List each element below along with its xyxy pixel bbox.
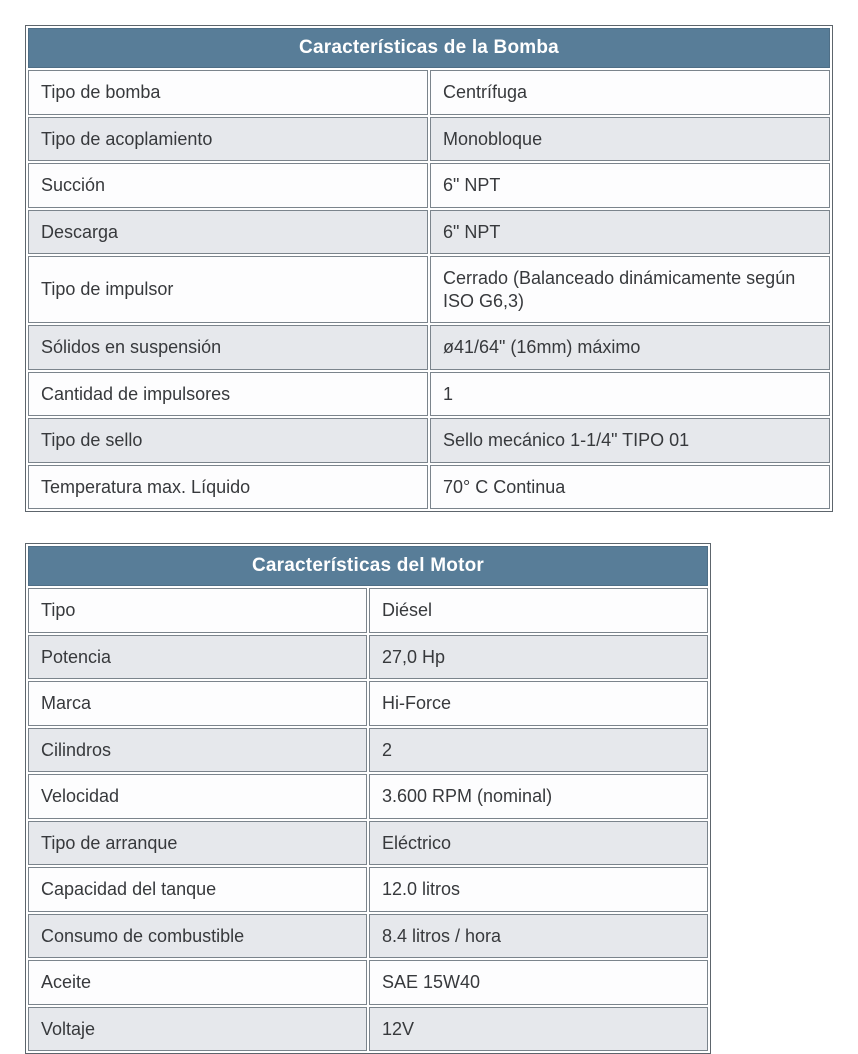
spec-row: [28, 117, 830, 162]
spec-value: Diésel: [369, 588, 708, 633]
spec-value: 6" NPT: [430, 210, 830, 255]
spec-label: Tipo: [28, 588, 367, 633]
spec-row: [28, 588, 708, 633]
motor-characteristics-table: [25, 543, 711, 1054]
spec-label: Tipo de sello: [28, 418, 428, 463]
table-header-row: [28, 546, 708, 586]
spec-row: [28, 774, 708, 819]
pump-table-title: Características de la Bomba: [28, 28, 830, 68]
spec-value: 8.4 litros / hora: [369, 914, 708, 959]
spec-label: Tipo de acoplamiento: [28, 117, 428, 162]
spec-label: Tipo de bomba: [28, 70, 428, 115]
spec-label: Voltaje: [28, 1007, 367, 1052]
spec-row: [28, 728, 708, 773]
spec-row: [28, 210, 830, 255]
spec-value: ø41/64" (16mm) máximo: [430, 325, 830, 370]
spec-row: [28, 256, 830, 323]
spec-value: 27,0 Hp: [369, 635, 708, 680]
spec-label: Marca: [28, 681, 367, 726]
motor-table-body: [28, 588, 708, 1051]
spec-row: [28, 821, 708, 866]
spec-label: Cilindros: [28, 728, 367, 773]
spec-value: Centrífuga: [430, 70, 830, 115]
spec-label: Capacidad del tanque: [28, 867, 367, 912]
spec-label: Cantidad de impulsores: [28, 372, 428, 417]
spec-row: [28, 70, 830, 115]
spec-value: 12V: [369, 1007, 708, 1052]
pump-table-body: [28, 70, 830, 509]
spec-value: Monobloque: [430, 117, 830, 162]
spec-label: Sólidos en suspensión: [28, 325, 428, 370]
spec-row: [28, 960, 708, 1005]
spec-row: [28, 465, 830, 510]
spec-value: 1: [430, 372, 830, 417]
spec-value: SAE 15W40: [369, 960, 708, 1005]
spec-label: Tipo de impulsor: [28, 256, 428, 323]
spec-row: [28, 418, 830, 463]
spec-label: Descarga: [28, 210, 428, 255]
spec-row: [28, 635, 708, 680]
spec-label: Tipo de arranque: [28, 821, 367, 866]
spec-label: Temperatura max. Líquido: [28, 465, 428, 510]
spec-label: Potencia: [28, 635, 367, 680]
table-header-row: [28, 28, 830, 68]
spec-value: Eléctrico: [369, 821, 708, 866]
spec-row: [28, 372, 830, 417]
spec-value: Cerrado (Balanceado dinámicamente según ISO G6,3): [430, 256, 830, 323]
motor-table-title: Características del Motor: [28, 546, 708, 586]
spec-label: Consumo de combustible: [28, 914, 367, 959]
spec-value: 2: [369, 728, 708, 773]
spec-row: [28, 867, 708, 912]
pump-characteristics-table: [25, 25, 833, 512]
spec-value: Hi-Force: [369, 681, 708, 726]
spec-row: [28, 681, 708, 726]
spec-row: [28, 1007, 708, 1052]
spec-value: 3.600 RPM (nominal): [369, 774, 708, 819]
spec-label: Succión: [28, 163, 428, 208]
spec-label: Aceite: [28, 960, 367, 1005]
spec-row: [28, 914, 708, 959]
spec-row: [28, 163, 830, 208]
spec-value: 70° C Continua: [430, 465, 830, 510]
spec-row: [28, 325, 830, 370]
spec-value: Sello mecánico 1-1/4" TIPO 01: [430, 418, 830, 463]
spec-label: Velocidad: [28, 774, 367, 819]
spec-value: 12.0 litros: [369, 867, 708, 912]
spec-value: 6" NPT: [430, 163, 830, 208]
